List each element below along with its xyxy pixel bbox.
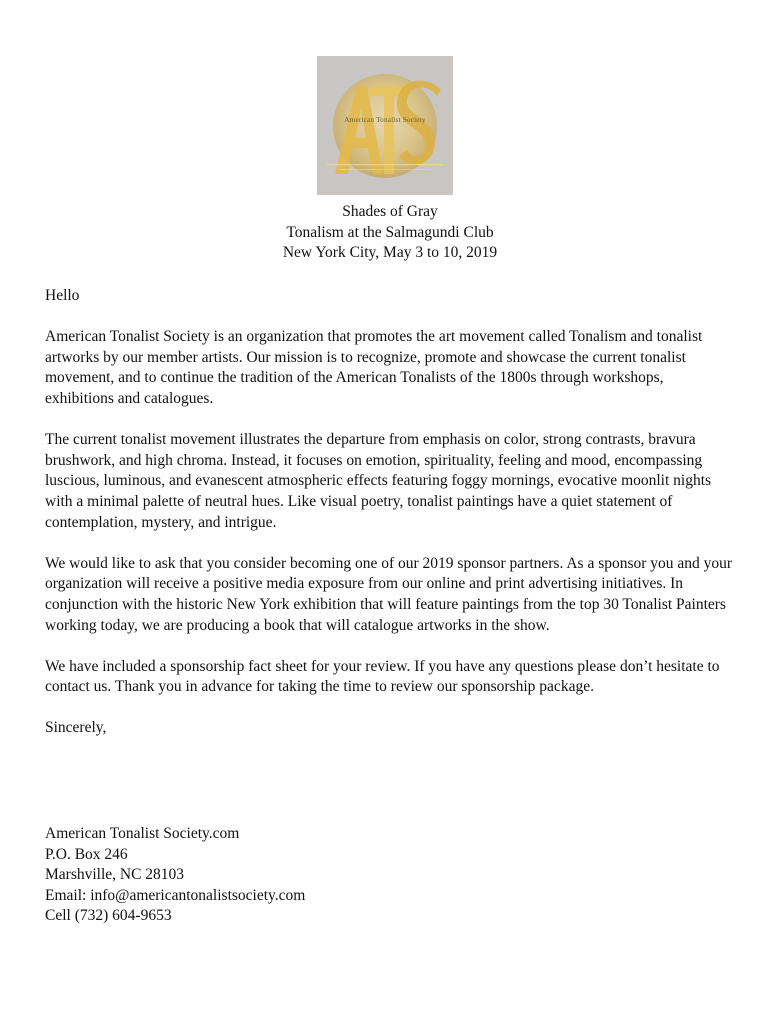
event-header bbox=[0, 202, 770, 264]
paragraph-movement: The current tonalist movement illustrates the departure from emphasis on color, strong contrasts, bravura brushwork, and high chroma. Instead, it focuses on emotion, spirituality, feeling and mood, encompassing luscious, luminous, and evanescent atmospheric effects featuring foggy mornings, evocative moonlit nights with a minimal palette of neutral hues. Like visual poetry, tonalist paintings have a quiet statement of contemplation, mystery, and intrigue. bbox=[45, 431, 712, 531]
paragraph-fact-sheet: We have included a sponsorship fact sheet for your review. If you have any questions please don’t hesitate to contact us. Thank you in advance for taking the time to review our sponsorship package. bbox=[45, 657, 720, 696]
ats-logo bbox=[317, 56, 453, 195]
contact-cell: Cell (732) 604-9653 bbox=[45, 907, 172, 925]
closing: Sincerely, bbox=[45, 719, 107, 737]
event-location-date: New York City, May 3 to 10, 2019 bbox=[282, 244, 498, 261]
contact-email: Email: info@americantonalistsociety.com bbox=[45, 886, 306, 904]
contact-po-box: P.O. Box 246 bbox=[45, 845, 128, 863]
event-subtitle: Tonalism at the Salmagundi Club bbox=[286, 223, 494, 241]
event-title: Shades of Gray bbox=[342, 203, 438, 220]
ats-monogram-icon bbox=[317, 56, 453, 195]
contact-block bbox=[45, 824, 645, 927]
paragraph-sponsorship: We would like to ask that you consider becoming one of our 2019 sponsor partners. As a sponsor you and your organization will receive a positive media exposure from our online and print advertising initiatives. In conjunction with the historic New York exhibition that will feature paintings from the top 30 Tonalist Painters working today, we are producing a book that will catalogue artworks in the show. bbox=[45, 554, 733, 634]
contact-org: American Tonalist Society.com bbox=[45, 825, 240, 842]
contact-city: Marshville, NC 28103 bbox=[45, 866, 185, 884]
greeting: Hello bbox=[45, 287, 80, 304]
paragraph-mission: American Tonalist Society is an organization that promotes the art movement called Tonalism and tonalist artworks by our member artists. Our mission is to recognize, promote and showcase the current tonalist movement, and to continue the tradition of the American Tonalists of the 1800s through workshops, exhibitions and catalogues. bbox=[45, 328, 703, 407]
letter-body bbox=[45, 286, 735, 760]
logo-wordmark: American Tonalist Society bbox=[344, 116, 426, 124]
